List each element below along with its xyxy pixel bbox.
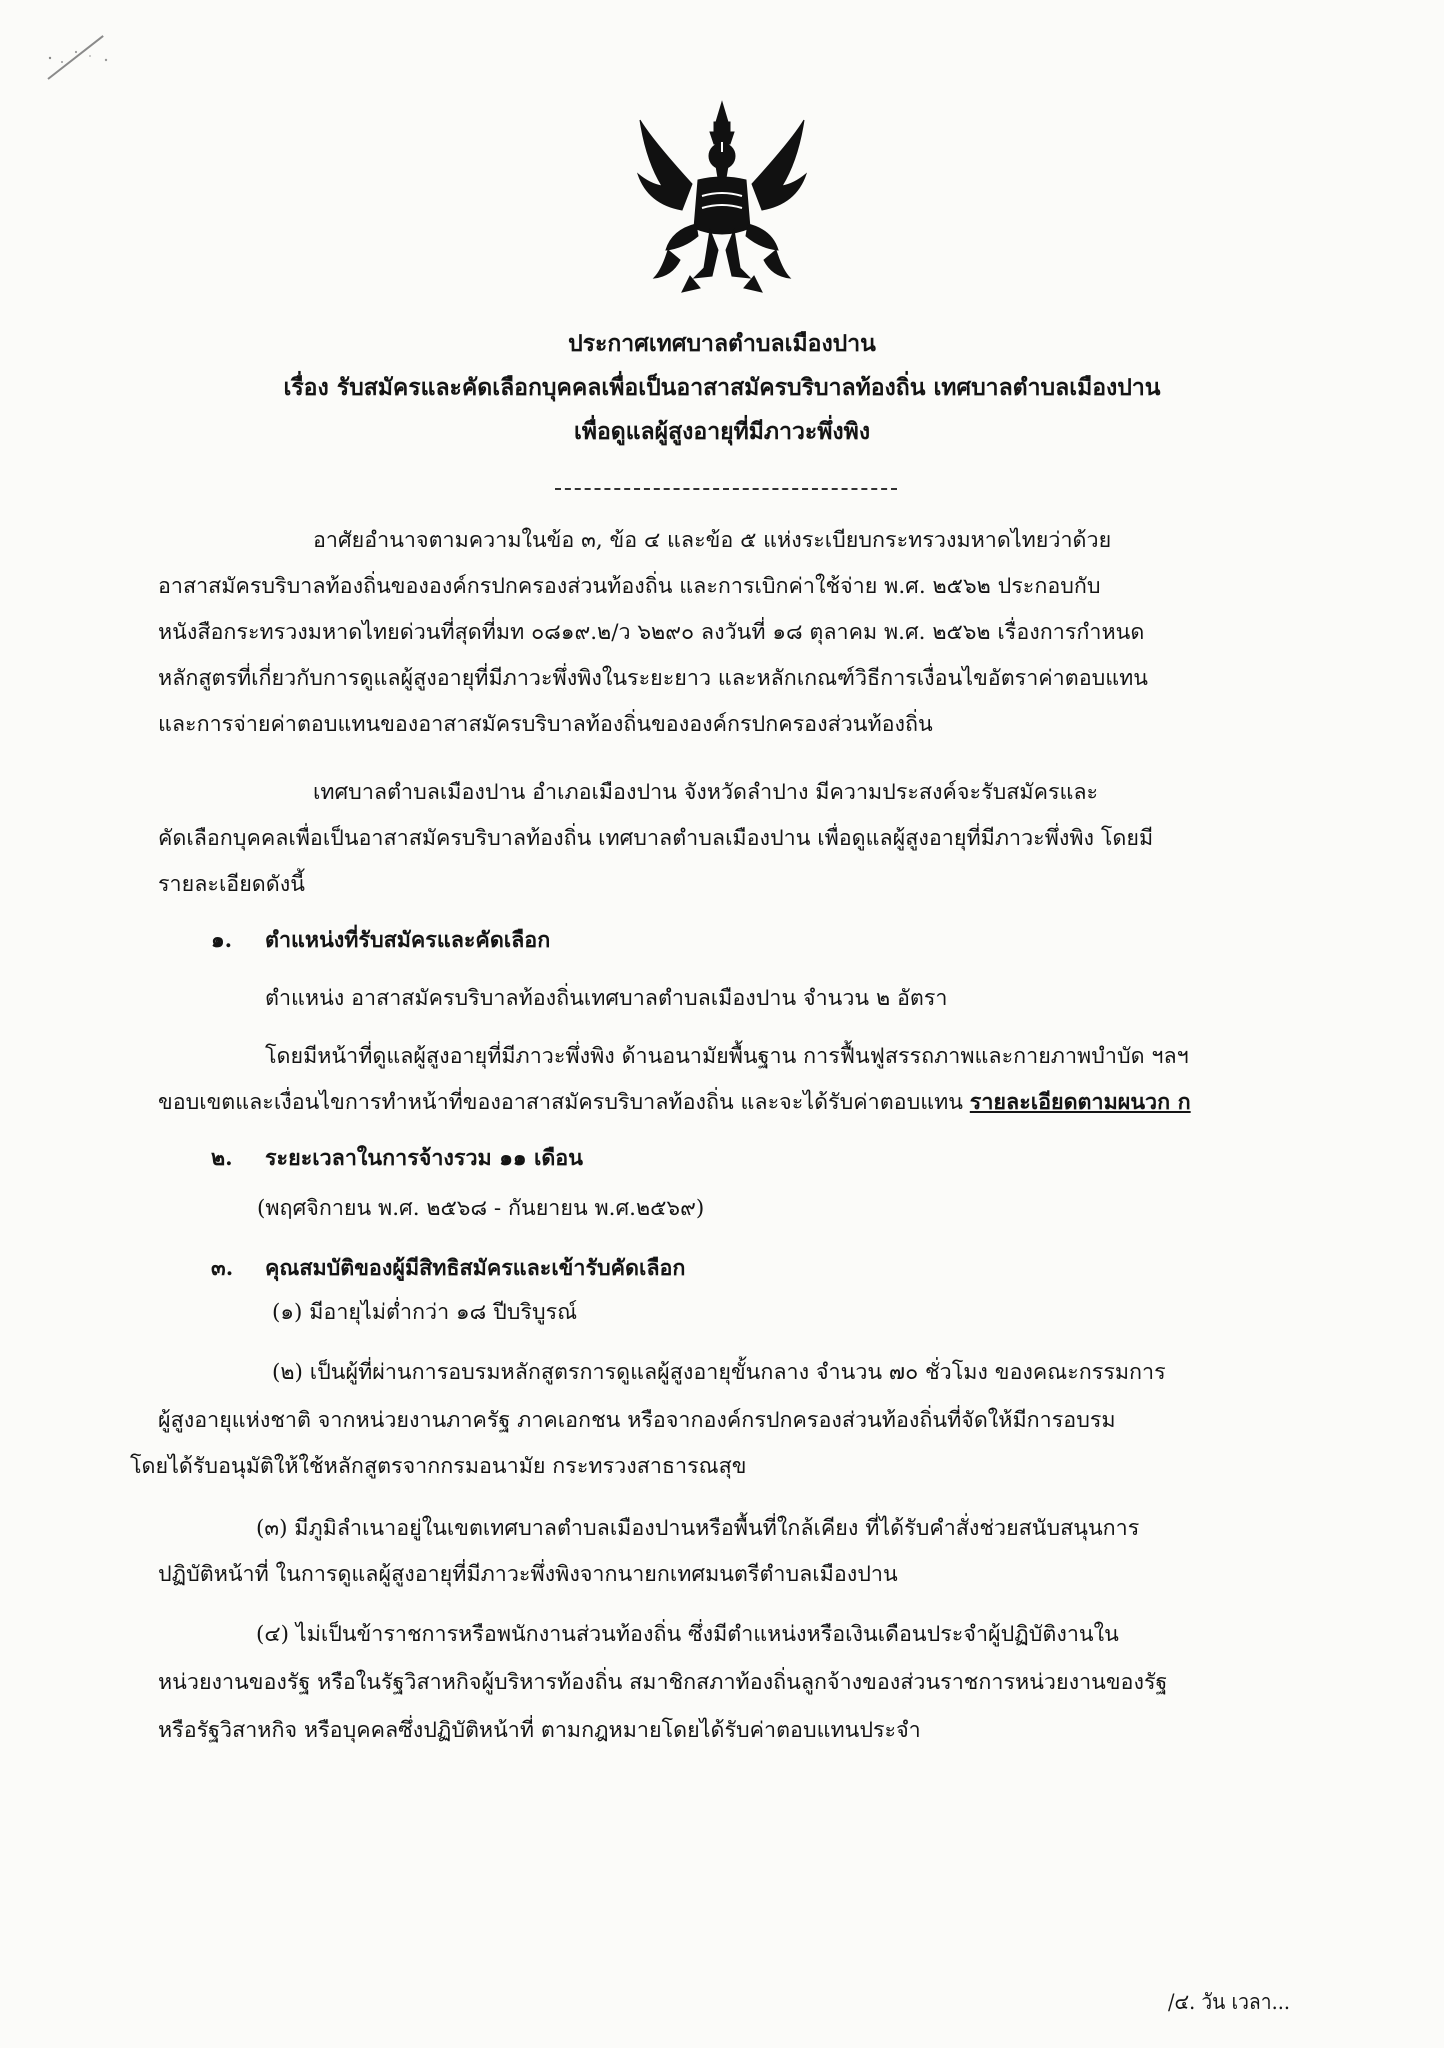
paragraph-2-line: เทศบาลตำบลเมืองปาน อำเภอเมืองปาน จังหวัดลำปาง มีความประสงค์จะรับสมัครและ bbox=[313, 780, 1099, 805]
qualification-item: (๔) ไม่เป็นข้าราชการหรือพนักงานส่วนท้องถิ่น ซึ่งมีตำแหน่งหรือเงินเดือนประจำผู้ปฏิบัติงานใน bbox=[256, 1622, 1119, 1647]
paragraph-1-line: อาศัยอำนาจตามความในข้อ ๓, ข้อ ๔ และข้อ ๕ แห่งระเบียบกระทรวงมหาดไทยว่าด้วย bbox=[313, 528, 1112, 553]
section-1-number: ๑. bbox=[211, 928, 233, 953]
qualification-item: (๒) เป็นผู้ที่ผ่านการอบรมหลักสูตรการดูแลผู้สูงอายุขั้นกลาง จำนวน ๗๐ ชั่วโมง ของคณะกรรมการ bbox=[272, 1360, 1166, 1385]
section-1-line: ตำแหน่ง อาสาสมัครบริบาลท้องถิ่นเทศบาลตำบลเมืองปาน จำนวน ๒ อัตรา bbox=[265, 986, 948, 1011]
section-3-heading bbox=[211, 1254, 685, 1284]
subject-line: เรื่อง รับสมัครและคัดเลือกบุคคลเพื่อเป็นอาสาสมัครบริบาลท้องถิ่น เทศบาลตำบลเมืองปาน bbox=[283, 374, 1161, 401]
qualification-item-cont: หรือรัฐวิสาหกิจ หรือบุคคลซึ่งปฏิบัติหน้าที่ ตามกฎหมายโดยได้รับค่าตอบแทนประจำ bbox=[158, 1718, 921, 1743]
qualification-item-cont: โดยได้รับอนุมัติให้ใช้หลักสูตรจากกรมอนามัย กระทรวงสาธารณสุข bbox=[130, 1454, 747, 1479]
section-1-line bbox=[158, 1088, 1191, 1118]
title-divider bbox=[555, 488, 897, 490]
section-1-heading bbox=[211, 926, 550, 956]
paragraph-2-line: คัดเลือกบุคคลเพื่อเป็นอาสาสมัครบริบาลท้องถิ่น เทศบาลตำบลเมืองปาน เพื่อดูแลผู้สูงอายุที่มีภาวะพึ่งพิง โดยมี bbox=[158, 826, 1154, 851]
subject-purpose-line: เพื่อดูแลผู้สูงอายุที่มีภาวะพึ่งพิง bbox=[573, 418, 871, 445]
qualification-item: (๑) มีอายุไม่ต่ำกว่า ๑๘ ปีบริบูรณ์ bbox=[272, 1300, 578, 1325]
section-2-number: ๒. bbox=[211, 1146, 233, 1171]
section-2-heading bbox=[211, 1144, 583, 1174]
qualification-item-cont: ผู้สูงอายุแห่งชาติ จากหน่วยงานภาครัฐ ภาคเอกชน หรือจากองค์กรปกครองส่วนท้องถิ่นที่จัดให้มีการอบรม bbox=[158, 1408, 1116, 1433]
paragraph-1-line: อาสาสมัครบริบาลท้องถิ่นขององค์กรปกครองส่วนท้องถิ่น และการเบิกค่าใช้จ่าย พ.ศ. ๒๕๖๒ ประกอบกับ bbox=[158, 574, 1101, 599]
garuda-emblem-icon bbox=[632, 100, 812, 296]
section-1-line: โดยมีหน้าที่ดูแลผู้สูงอายุที่มีภาวะพึ่งพิง ด้านอนามัยพื้นฐาน การฟื้นฟูสรรถภาพและกายภาพบำบัด ฯลฯ bbox=[265, 1044, 1189, 1069]
section-1-title: ตำแหน่งที่รับสมัครและคัดเลือก bbox=[265, 928, 551, 953]
qualification-item: (๓) มีภูมิลำเนาอยู่ในเขตเทศบาลตำบลเมืองปานหรือพื้นที่ใกล้เคียง ที่ได้รับคำสั่งช่วยสนับสนุนการ bbox=[256, 1516, 1140, 1541]
section-2-title: ระยะเวลาในการจ้างรวม ๑๑ เดือน bbox=[265, 1146, 583, 1171]
section-3-number: ๓. bbox=[211, 1256, 234, 1281]
annex-reference: รายละเอียดตามผนวก ก bbox=[969, 1090, 1191, 1115]
paragraph-2-line: รายละเอียดดังนี้ bbox=[158, 872, 305, 897]
issuer-line: ประกาศเทศบาลตำบลเมืองปาน bbox=[568, 330, 876, 357]
qualification-item-cont: ปฏิบัติหน้าที่ ในการดูแลผู้สูงอายุที่มีภาวะพึ่งพิงจากนายกเทศมนตรีตำบลเมืองปาน bbox=[158, 1562, 898, 1587]
paragraph-1-line: และการจ่ายค่าตอบแทนของอาสาสมัครบริบาลท้องถิ่นขององค์กรปกครองส่วนท้องถิ่น bbox=[158, 712, 933, 737]
employment-period: (พฤศจิกายน พ.ศ. ๒๕๖๘ - กันยายน พ.ศ.๒๕๖๙) bbox=[257, 1196, 705, 1221]
section-1-text: ขอบเขตและเงื่อนไขการทำหน้าที่ของอาสาสมัครบริบาลท้องถิ่น และจะได้รับค่าตอบแทน bbox=[158, 1090, 963, 1115]
paragraph-1-line: หนังสือกระทรวงมหาดไทยด่วนที่สุดที่มท ๐๘๑๙.๒/ว ๖๒๙๐ ลงวันที่ ๑๘ ตุลาคม พ.ศ. ๒๕๖๒ เรื่องการกำหนด bbox=[158, 620, 1145, 645]
qualification-item-cont: หน่วยงานของรัฐ หรือในรัฐวิสาหกิจผู้บริหารท้องถิ่น สมาชิกสภาท้องถิ่นลูกจ้างของส่วนราชการหน่วยงานของรัฐ bbox=[158, 1670, 1168, 1695]
announcement-title bbox=[0, 322, 1444, 454]
page-continuation: /๔. วัน เวลา... bbox=[1168, 1990, 1290, 2015]
section-3-title: คุณสมบัติของผู้มีสิทธิสมัครและเข้ารับคัดเลือก bbox=[265, 1256, 686, 1281]
paragraph-1-line: หลักสูตรที่เกี่ยวกับการดูแลผู้สูงอายุที่มีภาวะพึ่งพิงในระยะยาว และหลักเกณฑ์วิธีการเงื่อนไขอัตราค่าตอบแทน bbox=[158, 666, 1148, 691]
